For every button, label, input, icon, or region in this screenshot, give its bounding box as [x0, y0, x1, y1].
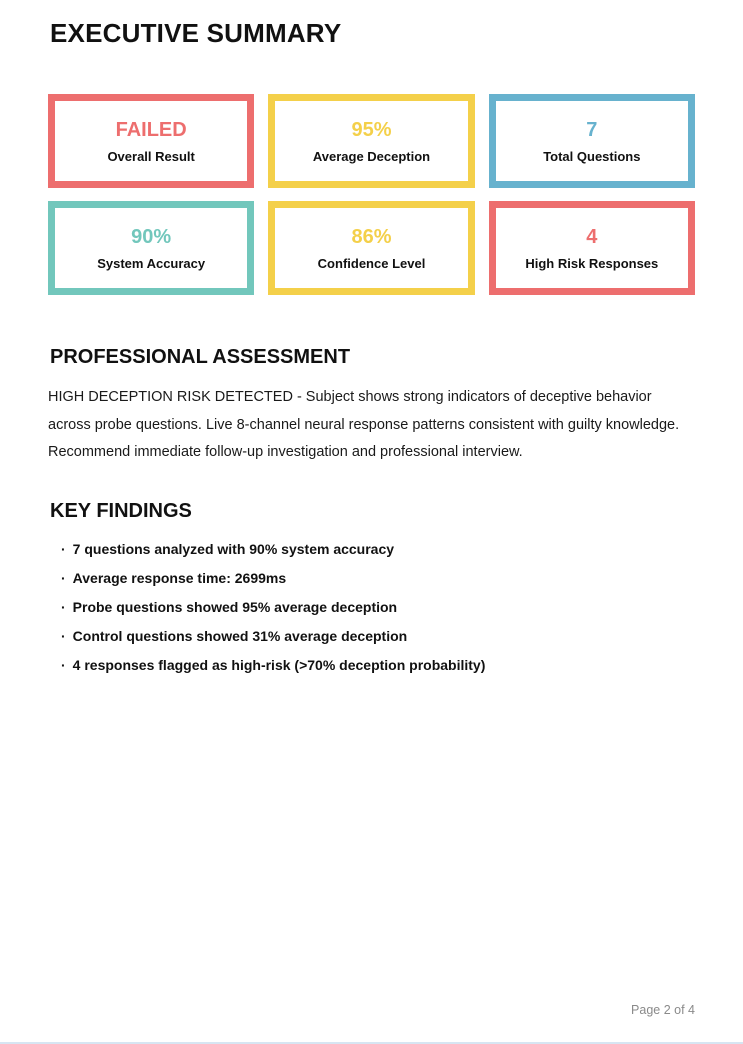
stat-value: 95%: [351, 118, 392, 141]
assessment-heading: PROFESSIONAL ASSESSMENT: [50, 346, 351, 369]
stat-value: 4: [586, 225, 598, 248]
finding-item: · Average response time: 2699ms: [61, 571, 695, 586]
page-title: EXECUTIVE SUMMARY: [50, 18, 342, 48]
stat-card-high-risk-responses: [489, 201, 695, 295]
stat-card-confidence-level: [268, 201, 474, 295]
stat-value: 90%: [131, 225, 172, 248]
assessment-body-text: HIGH DECEPTION RISK DETECTED - Subject shows strong indicators of deceptive behavior across probe questions. Live 8-channel neural response patterns consistent with guilty knowledge. Recommend immediate follow-up investigation and professional interview.: [48, 389, 680, 461]
stat-card-total-questions: [489, 94, 695, 188]
professional-assessment-section: [48, 347, 695, 467]
stat-card-system-accuracy: [48, 201, 254, 295]
stat-value: FAILED: [115, 118, 187, 141]
finding-item: · 7 questions analyzed with 90% system accuracy: [61, 542, 695, 557]
summary-stat-cards: [48, 94, 695, 295]
stat-label: System Accuracy: [97, 255, 206, 271]
stat-value: 7: [586, 118, 598, 141]
stat-card-average-deception: [268, 94, 474, 188]
stat-label: Total Questions: [543, 148, 641, 164]
finding-item: · 4 responses flagged as high-risk (>70% deception probability): [61, 658, 695, 673]
finding-item: · Control questions showed 31% average deception: [61, 629, 695, 644]
findings-list: [48, 542, 695, 673]
stat-label: High Risk Responses: [525, 255, 659, 271]
stat-label: Average Deception: [312, 148, 431, 164]
stat-card-overall-result: [48, 94, 254, 188]
page-number: Page 2 of 4: [631, 1003, 695, 1017]
finding-item: · Probe questions showed 95% average deception: [61, 600, 695, 615]
stat-label: Confidence Level: [317, 255, 426, 271]
findings-heading: KEY FINDINGS: [50, 499, 192, 522]
key-findings-section: [48, 501, 695, 673]
stat-value: 86%: [351, 225, 392, 248]
stat-label: Overall Result: [107, 148, 195, 164]
